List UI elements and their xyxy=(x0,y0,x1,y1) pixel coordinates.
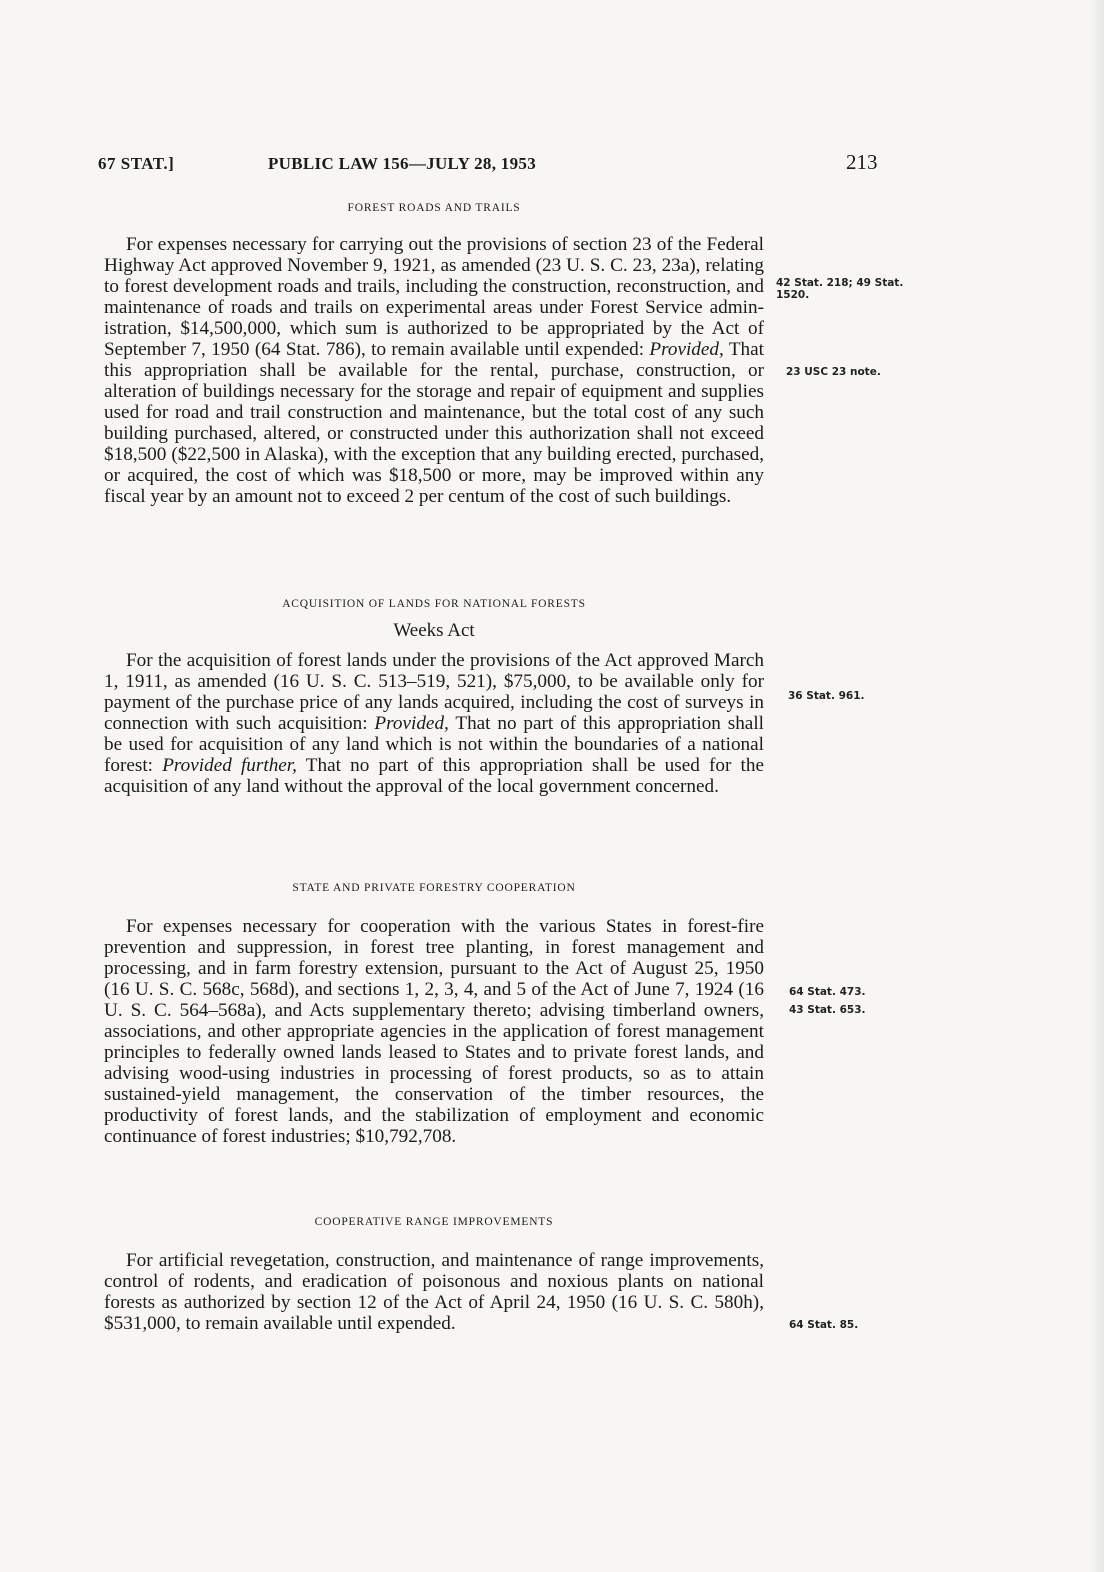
section-paragraph: For artificial revegetation, construction, and maintenance of range improvements, control of rodents, and eradication of poisonous and noxious plants on national forests as authorized by section 12 of the Act of April 24, 1950 (16 U. S. C. 580h), $531,000, to remain available until expended. xyxy=(104,1250,764,1334)
paragraph-text: For the acquisition of forest lands under the provisions of the Act approved March 1, 1911, as amended (16 U. S. C. 513–519, 521), $75,000, to be available only for payment of the purchase price of any lands acquired, including the cost of surveys in connection with such acquisition: xyxy=(104,650,764,734)
section-heading: FOREST ROADS AND TRAILS xyxy=(347,202,521,214)
margin-note-citation: 64 Stat. 473. xyxy=(789,986,866,998)
margin-note-citation: 42 Stat. 218; 49 Stat. 1520. xyxy=(776,277,904,301)
section-range-improvements xyxy=(104,1216,764,1334)
margin-note-citation: 64 Stat. 85. xyxy=(789,1319,859,1331)
paragraph-text-continued: That no part of this appropriation shall be used for the acquisition of any land without the approval of the local government concerned. xyxy=(104,755,764,797)
proviso-further-label: Provided further, xyxy=(162,755,297,776)
header-stat-reference: 67 STAT.] xyxy=(98,154,175,173)
paragraph-text-middle: That no part of this appropriation shall be used for acquisition of any land which is not within the boundaries of a national forest: xyxy=(104,713,764,776)
section-paragraph xyxy=(104,234,764,507)
section-acquisition xyxy=(104,598,764,797)
section-forest-roads xyxy=(104,202,764,507)
section-heading: ACQUISITION OF LANDS FOR NATIONAL FORESTS xyxy=(282,598,586,610)
section-subheading: Weeks Act xyxy=(393,620,475,641)
proviso-label: Provided, xyxy=(649,339,724,360)
paragraph-text-continued: That this appropriation shall be available for the rental, purchase, construction, or alteration of buildings necessary for the storage and repair of equipment and supplies used for road and trail construction and maintenance, but the total cost of any such building purchased, altered, or constructed under this authorization shall not exceed $18,500 ($22,500 in Alaska), with the exception that any building erected, purchased, or acquired, the cost of which was $18,500 or more, may be improved within any fiscal year by an amount not to exceed 2 per centum of the cost of such buildings. xyxy=(104,339,764,507)
margin-note-citation: 36 Stat. 961. xyxy=(788,690,865,702)
section-heading: STATE AND PRIVATE FORESTRY COOPERATION xyxy=(292,882,576,894)
header-law-title: PUBLIC LAW 156—JULY 28, 1953 xyxy=(268,154,537,173)
proviso-label: Provided, xyxy=(374,713,449,734)
margin-note-citation: 23 USC 23 note. xyxy=(786,366,881,378)
paragraph-text: For expenses necessary for carrying out the provisions of section 23 of the Federal Highway Act approved November 9, 1921, as amended (23 U. S. C. 23, 23a), relating to forest development roads and trails, including the construction, reconstruction, and maintenance of roads and trails on experimental areas under Forest Service administration, $14,500,000, which sum is authorized to be appropriated by the Act of September 7, 1950 (64 Stat. 786), to remain available until expended: xyxy=(104,234,764,360)
section-heading: COOPERATIVE RANGE IMPROVEMENTS xyxy=(314,1216,554,1228)
section-paragraph: For expenses necessary for cooperation with the various States in forest-fire prevention and suppression, in forest tree planting, in forest management and processing, and in farm forestry extension, pursuant to the Act of August 25, 1950 (16 U. S. C. 568c, 568d), and sections 1, 2, 3, 4, and 5 of the Act of June 7, 1924 (16 U. S. C. 564–568a), and Acts supplementary thereto; advising timberland owners, associations, and other appropriate agencies in the application of forest management principles to federally owned lands leased to States and to private forest lands, and advising wood-using industries in processing of forest products, so as to attain sustained-yield management, the conservation of the timber resources, the productivity of forest lands, and the stabilization of employment and economic continuance of forest industries; $10,792,708. xyxy=(104,916,764,1147)
page-edge-shadow xyxy=(1090,0,1104,1572)
margin-note-citation: 43 Stat. 653. xyxy=(789,1004,866,1016)
section-state-private-forestry xyxy=(104,882,764,1147)
running-header xyxy=(98,150,888,180)
section-paragraph xyxy=(104,650,764,797)
page-number: 213 xyxy=(846,150,878,174)
